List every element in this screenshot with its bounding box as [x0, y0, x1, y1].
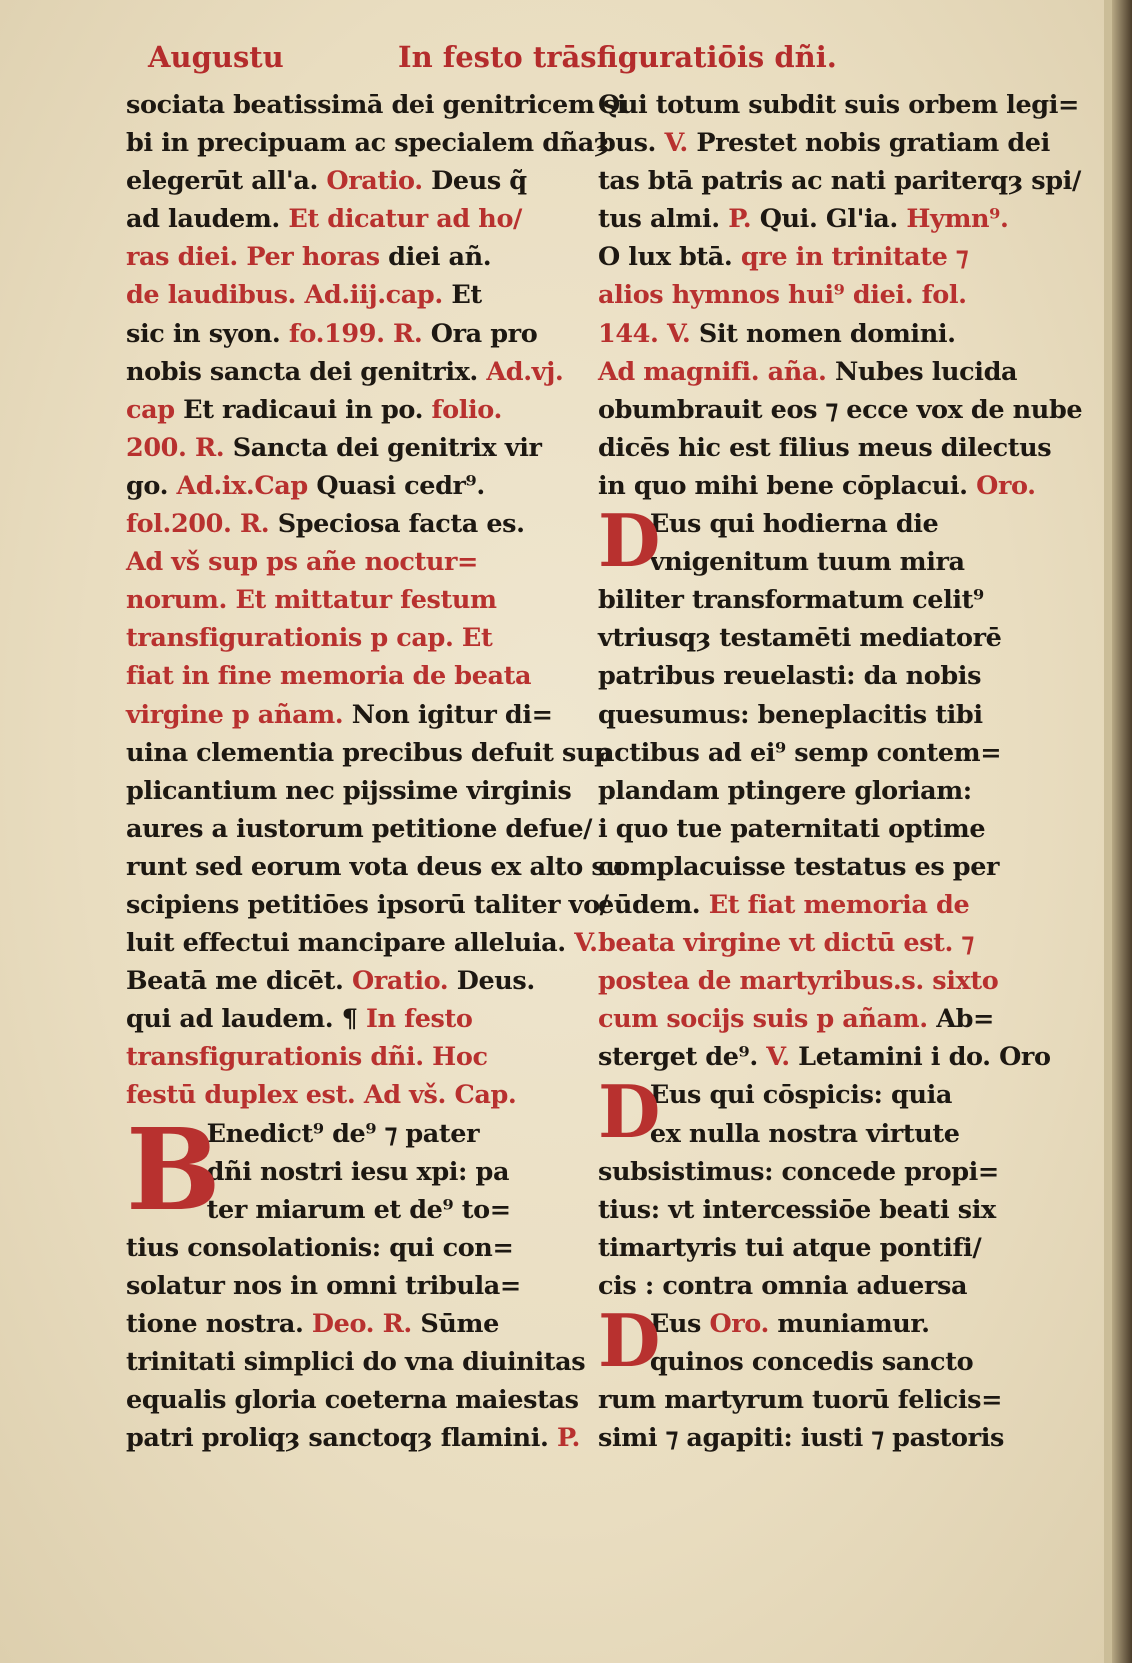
text-line: elegerūt all'a. Oratio. Deus q̃ — [126, 166, 527, 197]
text-line: virgine p añam. Non igitur di= — [126, 699, 553, 730]
text-line: plicantium nec pijssime virginis — [126, 775, 572, 806]
header-title: In festo trāsfiguratiōis dñi. — [398, 40, 837, 74]
text-line: tas btā patris ac nati pariterqȝ spi/ — [598, 166, 1081, 197]
text-line: sterget de⁹. V. Letamini i do. Oro — [598, 1042, 1051, 1073]
left-column — [126, 86, 627, 1457]
text-line: Ad vš sup ps añe noctur= — [126, 547, 478, 578]
text-line: beata virgine vt dictū est. ⁊ — [598, 928, 974, 959]
text-line: timartyris tui atque pontifi/ — [598, 1232, 982, 1263]
text-line: i quo tue paternitati optime — [598, 813, 986, 844]
text-line: vnigenitum tuum mira — [649, 547, 965, 578]
text-line: simi ⁊ agapiti: iusti ⁊ pastoris — [598, 1423, 1004, 1454]
text-line: patribus reuelasti: da nobis — [598, 661, 982, 692]
text-line: sic in syon. fo.199. R. Ora pro — [126, 318, 538, 349]
text-line: obumbrauit eos ⁊ ecce vox de nube — [598, 394, 1083, 425]
text-line: solatur nos in omni tribula= — [126, 1270, 521, 1301]
text-line: qui ad laudem. ¶ In festo — [126, 1004, 473, 1035]
text-line: dicēs hic est filius meus dilectus — [598, 432, 1052, 463]
text-line: patri proliqȝ sanctoqȝ flamini. P. — [126, 1423, 580, 1454]
text-line: O lux btā. qre in trinitate ⁊ — [598, 242, 969, 273]
text-line: norum. Et mittatur festum — [126, 585, 497, 616]
text-line: in quo mihi bene cōplacui. Oro. — [598, 470, 1036, 501]
text-line: transfigurationis p cap. Et — [126, 623, 493, 654]
text-line: tione nostra. Deo. R. Sūme — [126, 1309, 499, 1340]
decorated-initial: D — [598, 1069, 661, 1155]
text-line: de laudibus. Ad.iij.cap. Et — [126, 280, 482, 311]
initial-paragraph — [598, 1298, 1048, 1383]
text-line: Enedict⁹ de⁹ ⁊ pater — [206, 1118, 480, 1149]
decorated-initial: D — [598, 498, 661, 584]
text-line: Eus qui hodierna die — [649, 509, 939, 540]
text-line: postea de martyribus.s. sixto — [598, 966, 999, 997]
text-line: aures a iustorum petitione defue/ — [126, 813, 593, 844]
text-line: ras diei. Per horas diei añ. — [126, 242, 492, 273]
text-line: bi in precipuam ac specialem dñaȝ — [126, 128, 609, 159]
text-line: equalis gloria coeterna maiestas — [126, 1385, 579, 1416]
text-line: festū duplex est. Ad vš. Cap. — [126, 1080, 517, 1111]
text-line: ex nulla nostra virtute — [649, 1118, 960, 1149]
text-line: uina clementia precibus defuit sup — [126, 737, 612, 768]
text-line: plandam ptingere gloriam: — [598, 775, 972, 806]
text-line: tus almi. P. Qui. Gl'ia. Hymn⁹. — [598, 204, 1009, 235]
text-line: transfigurationis dñi. Hoc — [126, 1042, 488, 1073]
text-line: fol.200. R. Speciosa facta es. — [126, 509, 525, 540]
right-column — [598, 86, 1083, 1457]
text-line: biliter transformatum celit⁹ — [598, 585, 984, 616]
text-line: actibus ad ei⁹ semp contem= — [598, 737, 1002, 768]
text-line: cap Et radicaui in po. folio. — [126, 394, 502, 425]
text-line: dñi nostri iesu xpi: pa — [206, 1156, 510, 1187]
text-line: nobis sancta dei genitrix. Ad.vj. — [126, 356, 564, 387]
header-month: Augustu — [148, 40, 284, 74]
text-line: cis : contra omnia aduersa — [598, 1270, 968, 1301]
text-line: scipiens petitiōes ipsorū taliter vo/ — [126, 889, 609, 920]
text-line: Qui totum subdit suis orbem legi= — [598, 90, 1079, 120]
text-line: bus. V. Prestet nobis gratiam dei — [598, 128, 1050, 159]
decorated-initial: B — [126, 1104, 221, 1236]
text-line: go. Ad.ix.Cap Quasi cedr⁹. — [126, 470, 485, 501]
text-line: complacuisse testatus es per — [598, 851, 1000, 882]
text-line: quinos concedis sancto — [649, 1347, 974, 1378]
text-line: trinitati simplici do vna diuinitas — [126, 1347, 586, 1378]
text-line: alios hymnos hui⁹ diei. fol. — [598, 280, 967, 311]
page-edge — [1112, 0, 1132, 1663]
text-line: 144. V. Sit nomen domini. — [598, 318, 956, 349]
text-line: tius: vt intercessiōe beati six — [598, 1194, 996, 1225]
text-line: rum martyrum tuorū felicis= — [598, 1385, 1003, 1416]
text-line: fiat in fine memoria de beata — [126, 661, 532, 692]
text-line: ad laudem. Et dicatur ad ho/ — [126, 204, 522, 235]
text-line: subsistimus: concede propi= — [598, 1156, 999, 1187]
text-line: eūdem. Et fiat memoria de — [598, 889, 970, 920]
initial-paragraph — [598, 498, 1048, 584]
text-line: 200. R. Sancta dei genitrix vir — [126, 432, 542, 463]
decorated-initial: D — [598, 1298, 661, 1383]
text-line: quesumus: beneplacitis tibi — [598, 699, 983, 730]
text-line: ter miarum et de⁹ to= — [206, 1194, 511, 1225]
text-line: Eus Oro. muniamur. — [649, 1309, 930, 1339]
running-header — [148, 40, 1028, 86]
text-line: cum socijs suis p añam. Ab= — [598, 1004, 994, 1035]
text-line: tius consolationis: qui con= — [126, 1232, 514, 1263]
text-line: vtriusqȝ testamēti mediatorē — [598, 623, 1002, 654]
text-line: Eus qui cōspicis: quia — [649, 1080, 953, 1111]
text-line: sociata beatissimā dei genitricem si — [126, 90, 627, 120]
text-line: runt sed eorum vota deus ex alto su — [126, 851, 624, 882]
text-line: luit effectui mancipare alleluia. V. — [126, 928, 598, 959]
initial-paragraph — [126, 1104, 566, 1236]
text-line: Ad magnifi. aña. Nubes lucida — [598, 356, 1018, 387]
text-line: Beatā me dicēt. Oratio. Deus. — [126, 966, 535, 997]
initial-paragraph — [598, 1069, 1048, 1155]
